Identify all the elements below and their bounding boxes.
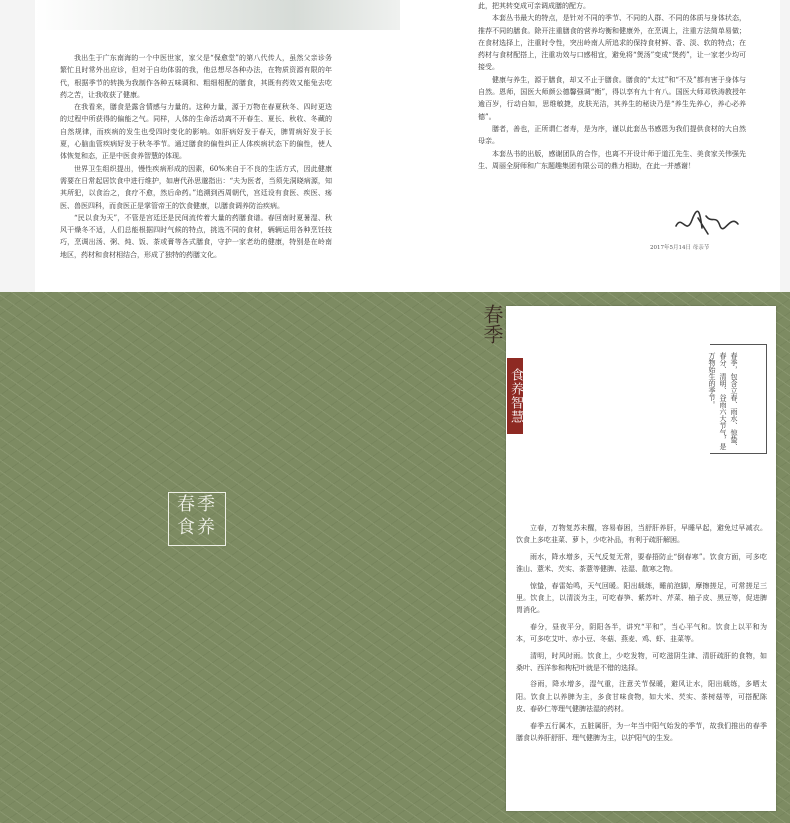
signature-date: 2017年5月14日 母亲节 <box>650 245 710 251</box>
solar-term-paragraph: 惊蛰，春雷始鸣，天气回暖。阳出载练，睡前泡脚，摩擦搓足，可常搓足三里。饮食上，以清淡为主，可吃春笋、紫苏叶、芹菜、柚子皮、黑豆等，促进脾胃消化。 <box>516 581 767 615</box>
solar-terms-text <box>516 522 767 745</box>
solar-term-paragraph: 谷雨，降水增多，湿气重，注意关节保暖，避风让水，阳出载练，多晒太阳。饮食上以养脾为主，多食甘味食物，如大米、芡实、茶树菇等，可搭配陈皮、春砂仁等理气健脾祛湿的药材。 <box>516 680 767 714</box>
solar-term-paragraph: 春季五行属木，五脏属肝，为一年当中阳气始发的季节，故我们推出的春季膳食以养肝舒肝、理气健脾为主，以护阳气的生发。 <box>516 721 767 743</box>
solar-term-paragraph: 春分，昼夜平分，阴阳各半，讲究“平和”，当心平气和。饮食上以平和为本，可多吃艾叶、赤小豆、冬菇、燕麦、鸡、虾、韭菜等。 <box>516 622 767 644</box>
lower-spread <box>0 292 790 823</box>
solar-term-paragraph: 清明，时风时雨。饮食上，少吃发物，可吃滋阴生津、清肝疏肝的食物，如桑叶、西洋参和枸杞叶就是不错的选择。 <box>516 651 767 673</box>
upper-spread <box>0 0 790 292</box>
handwritten-signature <box>672 206 742 242</box>
preface-right-text <box>478 0 746 172</box>
seal-line: 食养 <box>177 517 217 538</box>
preface-paragraph: 健康与养生，源于膳食，却又不止于膳食。膳食的“太过”和“不及”都有害于身体与自然。恩师，国医大师颜公德馨强调“衡”，得以享有九十有八。国医大师邓铁涛教授年逾百岁，行动自如，思维敏捷，皮肤光洁，其养生的秘诀乃是“养生先养心，养心必养德”。 <box>478 75 746 121</box>
preface-left-text <box>60 52 332 261</box>
section-label-box: 食养智慧 <box>507 358 523 434</box>
ink-wash-mist <box>35 0 405 30</box>
preface-paragraph: 膳者，善也，正所谓仁者寿，是为序，谨以此套丛书感恩为我们提供食材的大自然母亲。 <box>478 124 746 146</box>
preface-paragraph: 本套丛书最大的特点，是针对不同的季节、不同的人群、不同的体质与身体状态，推荐不同的膳食。除开注重膳食的营养均衡和健康外，在烹调上，注重方法简单易做；在食材选择上，注重时令性，突出岭南人所追求的保持食材鲜、香、淡、软的特点；在药材与食材配搭上，注重功效与口感相宜，避免将“煲汤”变成“煲药”，让一家老少均可接受。 <box>478 14 746 72</box>
seal-line: 春季 <box>177 494 217 515</box>
preface-paragraph: “民以食为天”，不管是宫廷还是民间流传着大量的药膳食谱。春回南时夏暑湿、秋风干燥冬不适，人们总能根据四时气候的特点，挑选不同的食材，辆辆运用各种烹饪技巧，烹调出汤、粥、炖、饭、茶或膏等各式膳食，守护一家老幼的健康，特别是在岭南地区，药材和食材相结合，形成了独特的药膳文化。 <box>60 213 332 259</box>
preface-paragraph: 此，把其转变成可亲调成膳的配方。 <box>478 2 590 10</box>
solar-term-paragraph: 雨水，降水增多，天气反复无常，要春捂防止“倒春寒”。饮食方面，可多吃淮山、薏米、芡实、茶薏等健脾、祛湿、散寒之物。 <box>516 552 767 574</box>
preface-paragraph: 我出生于广东南海的一个中医世家，家父是“保愈堂”的第八代传人，虽然父亲诊务繁忙且时常外出应诊，但对于自幼体弱的我，他总想尽各种办法，在物质资源有限的年代，根据季节的转换为我制作各种五味调和、粗细相配的膳食，其既有药效又能兔去吃药之苦，让我收获了健康。 <box>60 54 332 99</box>
preface-paragraph: 本套丛书的出版，感谢团队的合作，也离不开设计师于道江先生、美食家关伟强先生、周丽全厨师和广东题趣集团有限公司的鼎力相助，在此一并感谢！ <box>478 149 746 170</box>
calligraphy-title: 春季 <box>480 304 504 344</box>
vertical-intro-text: 春季，包含立春、雨水、惊蛰、春分、清明、谷雨六大节气，是万物始生的季节。 <box>708 352 738 450</box>
solar-term-paragraph: 立春，万物复苏未醒，容易春困，当舒肝养肝，早睡早起，避免过早减衣。饮食上多吃韭菜、萝卜，少吃补品，有利于疏肝解困。 <box>516 524 767 545</box>
season-seal <box>168 492 226 546</box>
preface-paragraph: 世界卫生组织提出，慢性疾病形成的因素，60%来自于不良的生活方式，因此健康需要在日常起居饮食中进行维护，如唐代孙思邈指出：“夫为医者，当须先洞晓病源，知其所犯，以食治之，食疗不愈，然后命药。”追溯到西周朝代，宫廷设有食医、疾医、疡医、兽医四科，而食医正是掌管帝王的饮食健康，以膳食调养防治疾病。 <box>60 164 332 210</box>
preface-paragraph: 在我看来，膳食是露含情感与力量的。这种力量，源于万物在春夏秋冬、四时更迭的过程中所获得的偏能之气。同样，人体的生命活动离不开春生、夏长、秋收、冬藏的自然规律，而疾病的发生也受四时变化的影响。如肝病好发于春天，脾胃病好发于长夏，心脑血管疾病好发于秋冬季节。通过膳食的偏性纠正人体疾病状态下的偏性，使人体恢复和态，正是中医食养智慧的体现。 <box>60 103 332 161</box>
